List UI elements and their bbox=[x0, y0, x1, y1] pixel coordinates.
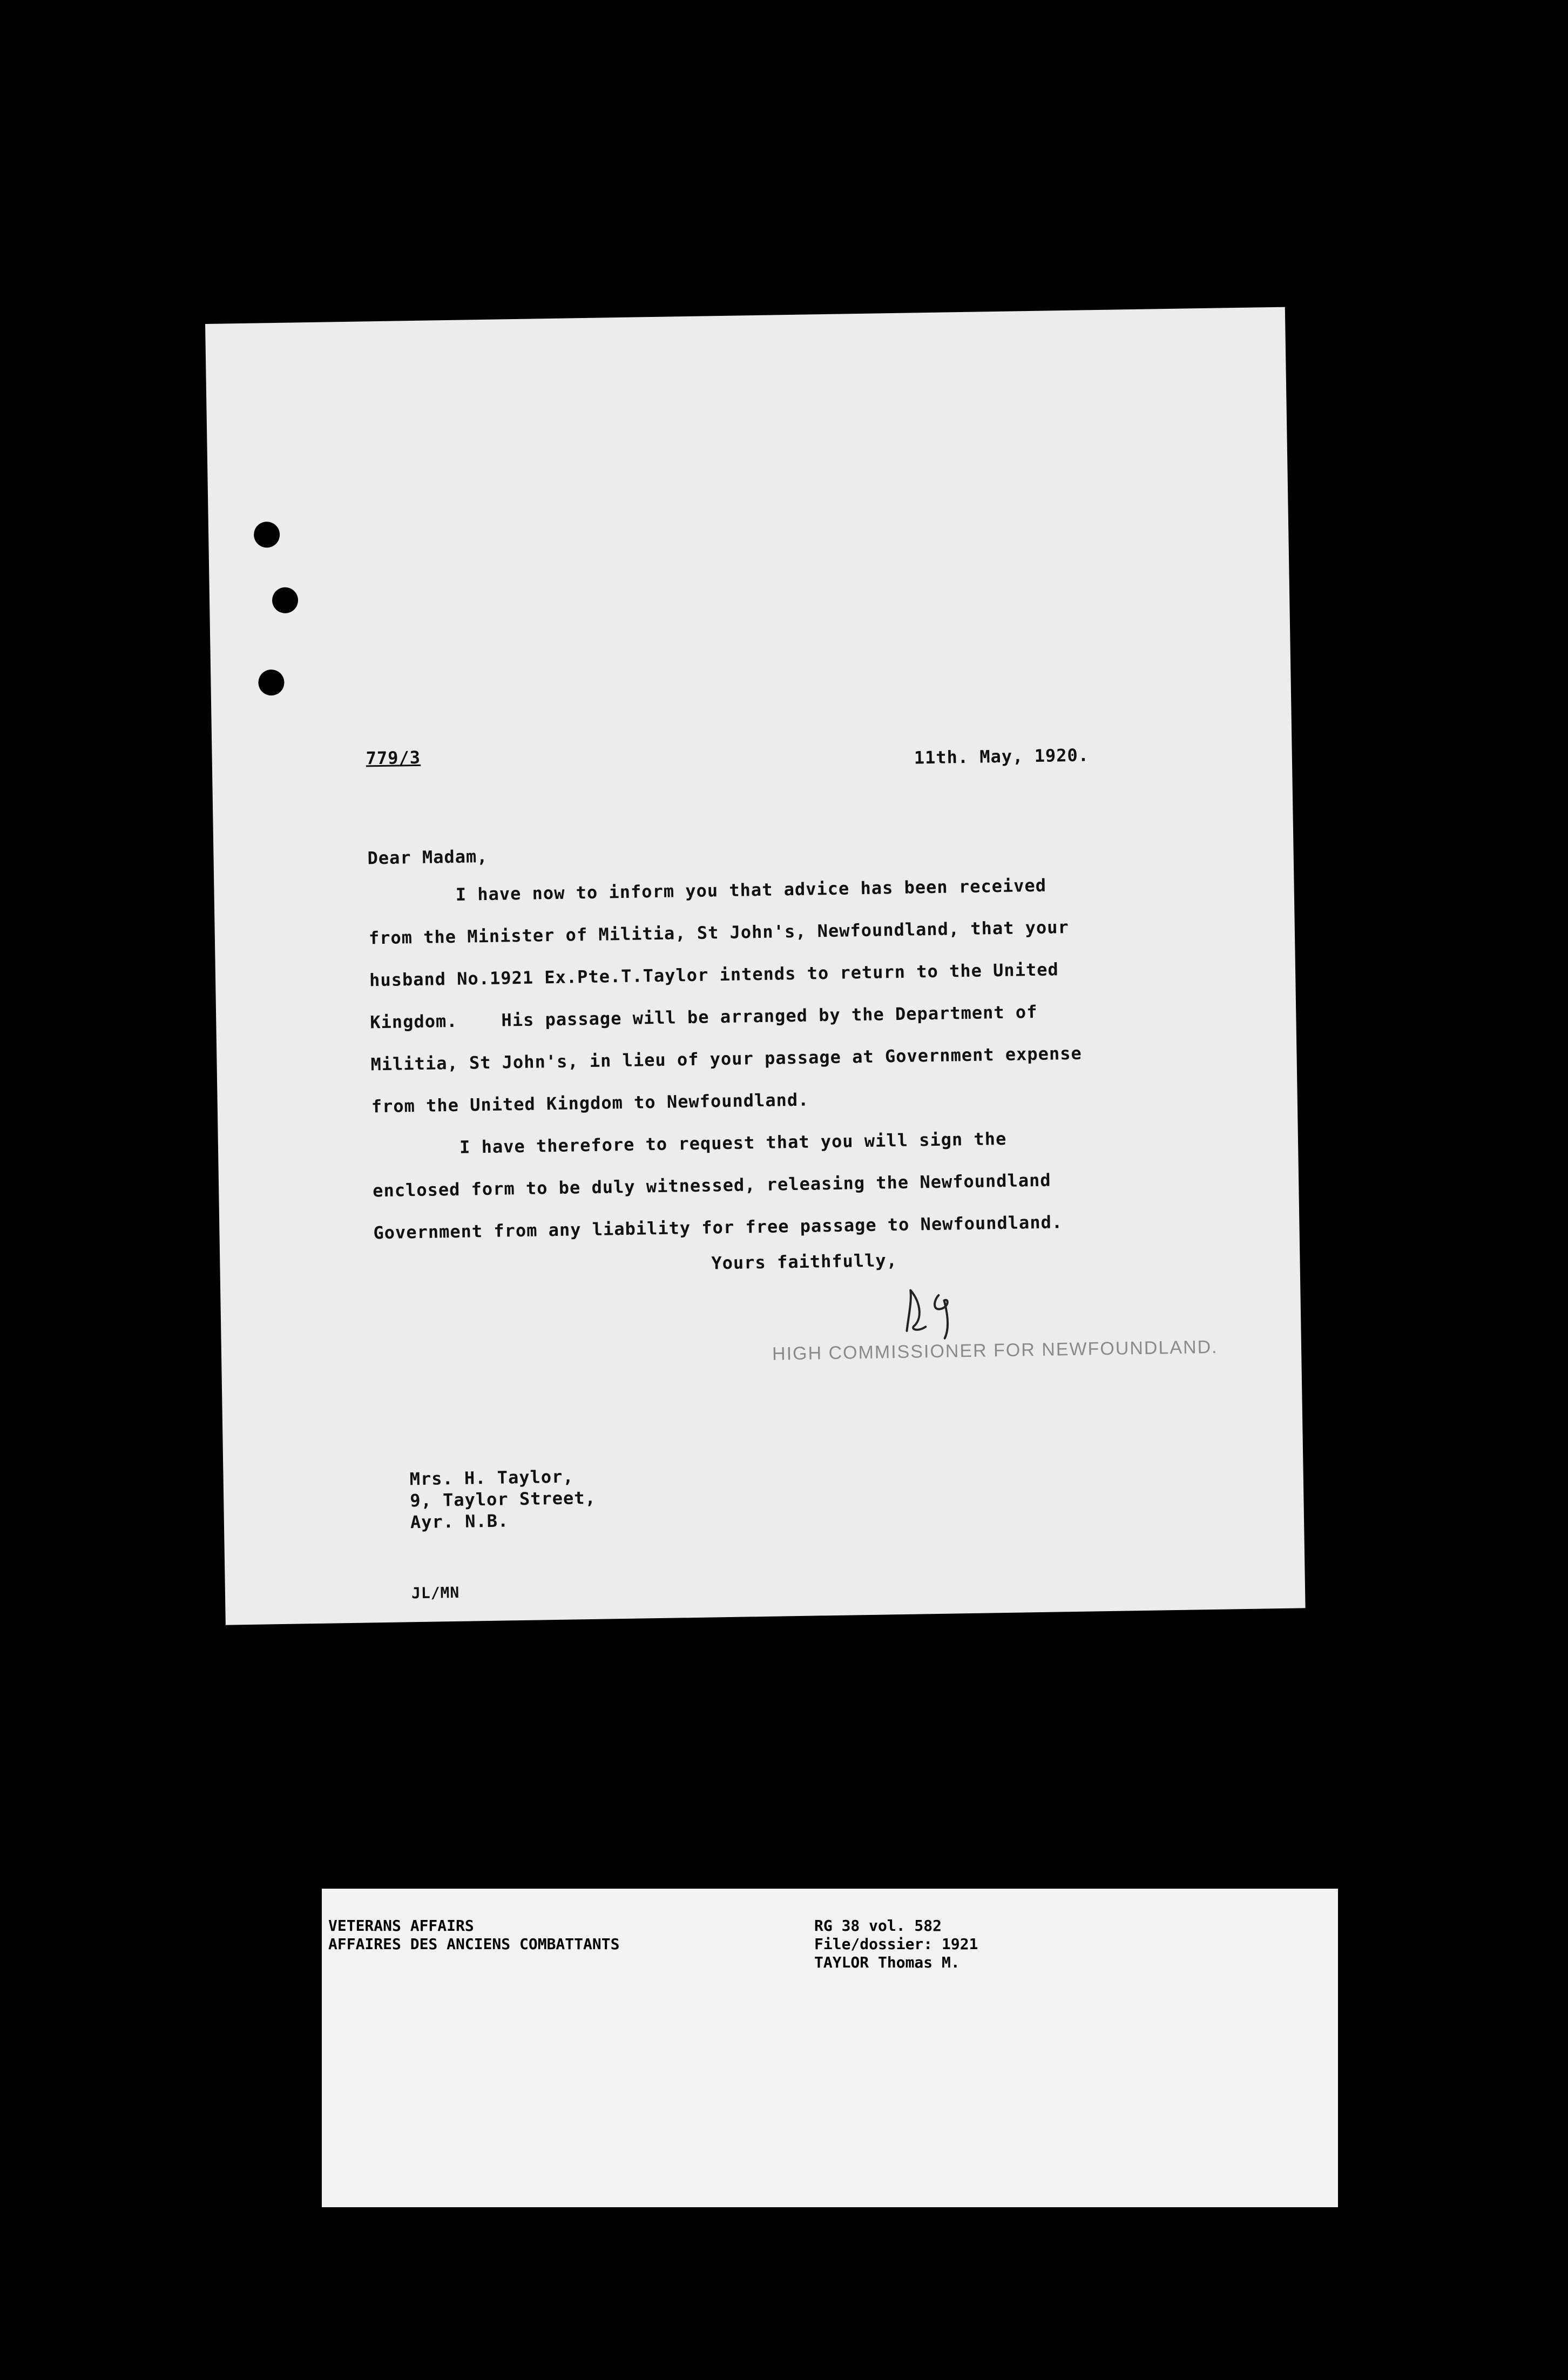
punch-hole bbox=[272, 587, 299, 613]
punch-hole bbox=[254, 522, 280, 548]
reference-number: 779/3 bbox=[366, 747, 421, 769]
office-stamp: HIGH COMMISSIONER FOR NEWFOUNDLAND. bbox=[772, 1336, 1218, 1364]
recipient-address bbox=[409, 1465, 596, 1533]
body-line: husband No.1921 Ex.Pte.T.Taylor intends to return to the United bbox=[369, 959, 1059, 991]
punch-hole bbox=[258, 670, 285, 696]
body-line: Kingdom. His passage will be arranged by the Department of bbox=[370, 1001, 1038, 1033]
letter-page bbox=[205, 307, 1306, 1625]
label-line: VETERANS AFFAIRS bbox=[328, 1917, 474, 1935]
body-line: enclosed form to be duly witnessed, releasing the Newfoundland bbox=[372, 1169, 1051, 1201]
label-line: AFFAIRES DES ANCIENS COMBATTANTS bbox=[328, 1935, 620, 1953]
label-line: RG 38 vol. 582 bbox=[814, 1917, 942, 1935]
address-line: Ayr. N.B. bbox=[410, 1510, 509, 1533]
body-line: I have now to inform you that advice has been received bbox=[368, 875, 1047, 907]
body-line: I have therefore to request that you will sign the bbox=[371, 1128, 1007, 1159]
body-line: from the Minister of Militia, St John's, Newfoundland, that your bbox=[368, 917, 1070, 949]
typist-initials: JL/MN bbox=[411, 1583, 460, 1603]
archive-label bbox=[322, 1889, 1338, 2207]
address-line: 9, Taylor Street, bbox=[409, 1487, 597, 1511]
handwritten-signature bbox=[895, 1279, 972, 1344]
label-line: TAYLOR Thomas M. bbox=[814, 1953, 960, 1971]
label-line: File/dossier: 1921 bbox=[814, 1935, 978, 1953]
closing: Yours faithfully, bbox=[711, 1250, 898, 1274]
salutation: Dear Madam, bbox=[367, 846, 488, 869]
file-reference bbox=[814, 1917, 978, 1972]
letter-body bbox=[368, 861, 1281, 1254]
department-name bbox=[328, 1917, 619, 1953]
body-line: Militia, St John's, in lieu of your passage at Government expense bbox=[370, 1043, 1082, 1075]
body-line: from the United Kingdom to Newfoundland. bbox=[371, 1089, 809, 1117]
address-line: Mrs. H. Taylor, bbox=[409, 1466, 574, 1490]
body-line: Government from any liability for free passage to Newfoundland. bbox=[373, 1212, 1063, 1243]
letter-date: 11th. May, 1920. bbox=[914, 745, 1090, 768]
